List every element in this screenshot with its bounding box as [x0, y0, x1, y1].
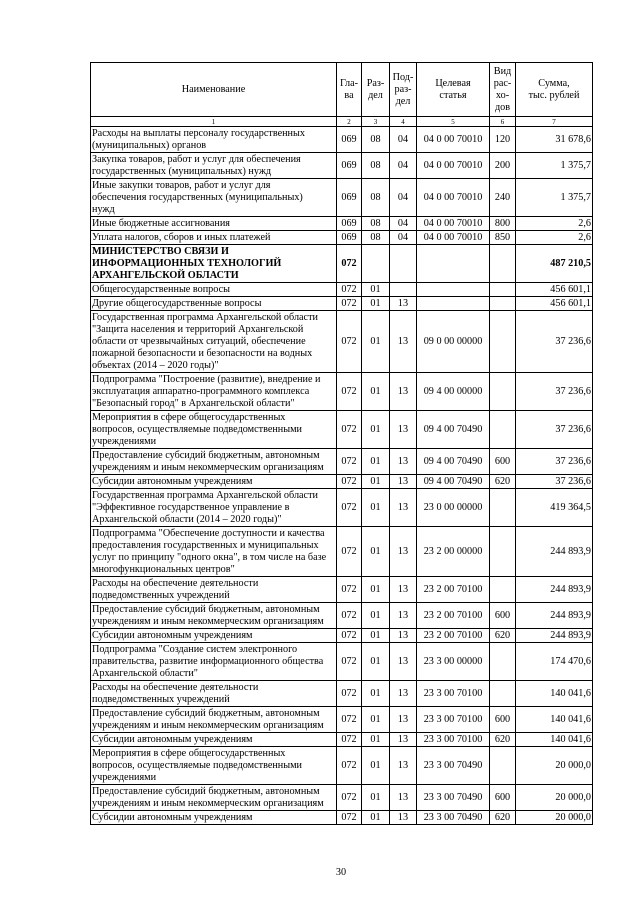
cell-subsection: 13	[390, 629, 417, 643]
cell-amount: 140 041,6	[516, 707, 593, 733]
header-amount-line: тыс. рублей	[528, 89, 580, 101]
cell-expense-type	[490, 245, 516, 283]
cell-name-line: объектах (2014 – 2020 годы)"	[92, 359, 219, 371]
cell-name	[91, 283, 337, 297]
cell-amount: 244 893,9	[516, 629, 593, 643]
header-section-line: дел	[368, 89, 383, 101]
cell-chapter: 069	[337, 153, 362, 179]
column-number: 4	[390, 117, 417, 127]
cell-expense-type	[490, 527, 516, 577]
cell-expense-type	[490, 747, 516, 785]
cell-name	[91, 527, 337, 577]
cell-subsection: 13	[390, 475, 417, 489]
table-row	[91, 373, 593, 411]
cell-name-line: Подпрограмма "Создание систем электронного	[92, 643, 298, 655]
cell-name-line: области от чрезвычайных ситуаций, обеспечение	[92, 335, 306, 347]
cell-target-article: 09 4 00 00000	[417, 373, 490, 411]
cell-chapter: 072	[337, 245, 362, 283]
cell-section: 01	[362, 283, 390, 297]
cell-name-line: нужд	[92, 203, 115, 215]
cell-name-line: Предоставление субсидий бюджетным, автономным	[92, 449, 320, 461]
cell-section: 01	[362, 411, 390, 449]
cell-chapter: 072	[337, 475, 362, 489]
table-row	[91, 127, 593, 153]
cell-expense-type: 120	[490, 127, 516, 153]
cell-amount: 20 000,0	[516, 811, 593, 825]
column-number: 3	[362, 117, 390, 127]
cell-chapter: 072	[337, 747, 362, 785]
cell-name	[91, 681, 337, 707]
table-row	[91, 283, 593, 297]
cell-subsection: 13	[390, 811, 417, 825]
table-row	[91, 643, 593, 681]
cell-name-line: учреждениям и иным некоммерческим организациям	[92, 797, 324, 809]
header-expense-type-line: дов	[494, 101, 511, 113]
cell-name	[91, 311, 337, 373]
cell-expense-type: 600	[490, 603, 516, 629]
cell-name-line: пожарной безопасности и безопасности на водных	[92, 347, 313, 359]
cell-chapter: 072	[337, 411, 362, 449]
cell-name	[91, 577, 337, 603]
cell-section: 01	[362, 643, 390, 681]
cell-section: 01	[362, 527, 390, 577]
cell-section: 01	[362, 811, 390, 825]
column-number: 2	[337, 117, 362, 127]
cell-name-line: Уплата налогов, сборов и иных платежей	[92, 231, 271, 243]
cell-expense-type	[490, 311, 516, 373]
cell-name-line: подведомственных учреждений	[92, 589, 230, 601]
cell-target-article: 04 0 00 70010	[417, 127, 490, 153]
cell-name	[91, 297, 337, 311]
cell-name-line: Субсидии автономным учреждениям	[92, 475, 253, 487]
cell-name-line: Государственная программа Архангельской области	[92, 311, 318, 323]
cell-target-article: 04 0 00 70010	[417, 179, 490, 217]
cell-name-line: Мероприятия в сфере общегосударственных	[92, 747, 286, 759]
table-row	[91, 747, 593, 785]
cell-subsection: 13	[390, 643, 417, 681]
table-row	[91, 733, 593, 747]
cell-expense-type: 620	[490, 733, 516, 747]
cell-target-article	[417, 297, 490, 311]
cell-subsection: 13	[390, 311, 417, 373]
cell-name-line: "Защита населения и территорий Архангельской	[92, 323, 304, 335]
cell-section: 01	[362, 373, 390, 411]
cell-name-line: Расходы на обеспечение деятельности	[92, 577, 259, 589]
cell-name-line: Мероприятия в сфере общегосударственных	[92, 411, 286, 423]
table-row	[91, 707, 593, 733]
cell-chapter: 069	[337, 217, 362, 231]
cell-target-article: 09 4 00 70490	[417, 449, 490, 475]
cell-name-line: учреждениями	[92, 435, 157, 447]
cell-section: 01	[362, 449, 390, 475]
cell-chapter: 072	[337, 449, 362, 475]
cell-name	[91, 707, 337, 733]
cell-chapter: 069	[337, 179, 362, 217]
cell-amount: 31 678,6	[516, 127, 593, 153]
cell-expense-type	[490, 283, 516, 297]
cell-name-line: учреждениям и иным некоммерческим организациям	[92, 461, 324, 473]
cell-amount: 37 236,6	[516, 311, 593, 373]
cell-expense-type	[490, 373, 516, 411]
header-section-line: Раз-	[366, 77, 385, 89]
cell-target-article: 23 2 00 00000	[417, 527, 490, 577]
cell-chapter: 072	[337, 629, 362, 643]
header-subsection-line: раз-	[394, 83, 412, 95]
cell-subsection: 13	[390, 489, 417, 527]
table-row	[91, 527, 593, 577]
cell-name-line: МИНИСТЕРСТВО СВЯЗИ И	[92, 245, 229, 257]
cell-name-line: Государственная программа Архангельской области	[92, 489, 318, 501]
column-number: 1	[91, 117, 337, 127]
cell-target-article	[417, 283, 490, 297]
cell-target-article: 09 0 00 00000	[417, 311, 490, 373]
cell-name-line: многофункциональных центров"	[92, 563, 235, 575]
cell-chapter: 072	[337, 811, 362, 825]
cell-amount: 244 893,9	[516, 577, 593, 603]
cell-target-article: 04 0 00 70010	[417, 153, 490, 179]
cell-amount: 244 893,9	[516, 527, 593, 577]
cell-section: 01	[362, 733, 390, 747]
cell-chapter: 072	[337, 577, 362, 603]
header-expense-type-line: Вид	[493, 65, 512, 77]
column-number-row	[91, 117, 593, 127]
cell-expense-type: 240	[490, 179, 516, 217]
cell-section: 08	[362, 231, 390, 245]
cell-name	[91, 475, 337, 489]
table-row	[91, 179, 593, 217]
cell-name	[91, 603, 337, 629]
cell-subsection: 13	[390, 785, 417, 811]
cell-section: 01	[362, 785, 390, 811]
table-row	[91, 297, 593, 311]
header-target-article-line: Целевая	[435, 77, 471, 89]
cell-expense-type: 600	[490, 785, 516, 811]
cell-section: 01	[362, 681, 390, 707]
header-chapter	[337, 63, 362, 117]
cell-chapter: 072	[337, 489, 362, 527]
cell-amount: 419 364,5	[516, 489, 593, 527]
cell-amount: 140 041,6	[516, 733, 593, 747]
cell-name-line: Другие общегосударственные вопросы	[92, 297, 262, 309]
cell-target-article: 23 3 00 00000	[417, 643, 490, 681]
table-row	[91, 811, 593, 825]
header-name	[91, 63, 337, 117]
cell-subsection: 13	[390, 297, 417, 311]
cell-target-article	[417, 245, 490, 283]
cell-section: 08	[362, 127, 390, 153]
cell-name	[91, 373, 337, 411]
cell-section: 01	[362, 747, 390, 785]
cell-chapter: 072	[337, 707, 362, 733]
cell-name-line: Архангельской области"	[92, 667, 198, 679]
cell-chapter: 072	[337, 785, 362, 811]
header-target-article-line: статья	[439, 89, 467, 101]
cell-section: 01	[362, 311, 390, 373]
cell-amount: 456 601,1	[516, 283, 593, 297]
cell-expense-type: 600	[490, 707, 516, 733]
cell-name-line: Субсидии автономным учреждениям	[92, 629, 253, 641]
cell-subsection: 13	[390, 411, 417, 449]
cell-name	[91, 217, 337, 231]
cell-name-line: учреждениям и иным некоммерческим организациям	[92, 719, 324, 731]
cell-name-line: Расходы на выплаты персоналу государственных	[92, 127, 305, 139]
cell-chapter: 072	[337, 527, 362, 577]
table-row	[91, 603, 593, 629]
cell-name	[91, 785, 337, 811]
header-chapter-line: Гла-	[339, 77, 359, 89]
cell-section: 01	[362, 489, 390, 527]
cell-name-line: АРХАНГЕЛЬСКОЙ ОБЛАСТИ	[92, 269, 239, 281]
cell-subsection: 13	[390, 527, 417, 577]
cell-name	[91, 449, 337, 475]
cell-subsection: 13	[390, 449, 417, 475]
cell-subsection: 13	[390, 373, 417, 411]
cell-target-article: 23 3 00 70490	[417, 785, 490, 811]
cell-amount: 37 236,6	[516, 449, 593, 475]
header-amount	[516, 63, 593, 117]
cell-amount: 37 236,6	[516, 475, 593, 489]
cell-name-line: Предоставление субсидий бюджетным, автономным	[92, 707, 320, 719]
cell-amount: 20 000,0	[516, 747, 593, 785]
table-header	[91, 63, 593, 127]
header-name-line: Наименование	[181, 83, 246, 95]
table-body	[91, 127, 593, 825]
cell-chapter: 072	[337, 681, 362, 707]
cell-expense-type: 620	[490, 811, 516, 825]
cell-name	[91, 231, 337, 245]
cell-name	[91, 153, 337, 179]
table-row	[91, 629, 593, 643]
cell-name-line: эксплуатация аппаратно-программного комплекса	[92, 385, 310, 397]
cell-name-line: Предоставление субсидий бюджетным, автономным	[92, 785, 320, 797]
cell-name-line: "Эффективное государственное управление в	[92, 501, 290, 513]
cell-section: 01	[362, 297, 390, 311]
header-subsection	[390, 63, 417, 117]
cell-name-line: Расходы на обеспечение деятельности	[92, 681, 259, 693]
cell-name-line: подведомственных учреждений	[92, 693, 230, 705]
header-subsection-line: дел	[395, 95, 411, 107]
cell-expense-type: 200	[490, 153, 516, 179]
header-amount-line: Сумма,	[538, 77, 570, 89]
cell-section	[362, 245, 390, 283]
cell-expense-type: 620	[490, 629, 516, 643]
cell-expense-type: 850	[490, 231, 516, 245]
cell-target-article: 23 0 00 00000	[417, 489, 490, 527]
table-row	[91, 449, 593, 475]
cell-subsection: 13	[390, 603, 417, 629]
cell-expense-type	[490, 489, 516, 527]
cell-chapter: 069	[337, 127, 362, 153]
cell-name-line: учреждениями	[92, 771, 157, 783]
header-section	[362, 63, 390, 117]
cell-name	[91, 411, 337, 449]
cell-name-line: Иные бюджетные ассигнования	[92, 217, 230, 229]
cell-name	[91, 127, 337, 153]
cell-chapter: 072	[337, 733, 362, 747]
cell-section: 01	[362, 629, 390, 643]
cell-name	[91, 811, 337, 825]
cell-target-article: 04 0 00 70010	[417, 217, 490, 231]
cell-name-line: государственных (муниципальных) нужд	[92, 165, 272, 177]
cell-expense-type	[490, 577, 516, 603]
cell-amount: 37 236,6	[516, 411, 593, 449]
cell-section: 08	[362, 179, 390, 217]
cell-subsection: 13	[390, 577, 417, 603]
cell-name-line: услуг по принципу "одного окна", в том числе на базе	[92, 551, 327, 563]
cell-amount: 1 375,7	[516, 153, 593, 179]
cell-expense-type	[490, 681, 516, 707]
cell-expense-type: 600	[490, 449, 516, 475]
cell-chapter: 072	[337, 283, 362, 297]
cell-target-article: 04 0 00 70010	[417, 231, 490, 245]
cell-section: 01	[362, 603, 390, 629]
cell-name	[91, 629, 337, 643]
cell-name-line: Закупка товаров, работ и услуг для обеспечения	[92, 153, 301, 165]
cell-amount: 37 236,6	[516, 373, 593, 411]
cell-name	[91, 733, 337, 747]
column-number: 7	[516, 117, 593, 127]
page-number: 30	[335, 867, 347, 878]
cell-subsection: 13	[390, 707, 417, 733]
cell-chapter: 072	[337, 373, 362, 411]
cell-name-line: Подпрограмма "Построение (развитие), внедрение и	[92, 373, 321, 385]
cell-name-line: Иные закупки товаров, работ и услуг для	[92, 179, 271, 191]
cell-name-line: Архангельской области (2014 – 2020 годы)"	[92, 513, 282, 525]
table-row	[91, 311, 593, 373]
cell-subsection: 13	[390, 681, 417, 707]
table-row	[91, 231, 593, 245]
header-target-article	[417, 63, 490, 117]
cell-expense-type	[490, 411, 516, 449]
cell-chapter: 072	[337, 603, 362, 629]
cell-name-line: Предоставление субсидий бюджетным, автономным	[92, 603, 320, 615]
cell-expense-type	[490, 643, 516, 681]
cell-subsection	[390, 283, 417, 297]
cell-amount: 244 893,9	[516, 603, 593, 629]
cell-subsection: 04	[390, 231, 417, 245]
cell-name-line: обеспечения государственных (муниципальных)	[92, 191, 303, 203]
cell-expense-type: 800	[490, 217, 516, 231]
cell-target-article: 09 4 00 70490	[417, 411, 490, 449]
cell-target-article: 23 3 00 70100	[417, 681, 490, 707]
cell-target-article: 23 2 00 70100	[417, 577, 490, 603]
table-row	[91, 475, 593, 489]
cell-name-line: Подпрограмма "Обеспечение доступности и качества	[92, 527, 325, 539]
cell-name	[91, 245, 337, 283]
cell-section: 01	[362, 475, 390, 489]
cell-target-article: 23 2 00 70100	[417, 629, 490, 643]
cell-name-line: Субсидии автономным учреждениям	[92, 733, 253, 745]
cell-subsection: 13	[390, 747, 417, 785]
cell-name-line: правительства, развитие информационного общества	[92, 655, 324, 667]
cell-name	[91, 747, 337, 785]
header-expense-type-line: рас-	[493, 77, 512, 89]
column-number: 5	[417, 117, 490, 127]
header-subsection-line: Под-	[392, 71, 414, 83]
budget-table	[90, 62, 593, 825]
table-row	[91, 577, 593, 603]
cell-name-line: предоставления государственных и муниципальных	[92, 539, 319, 551]
cell-name-line: "Безопасный город" в Архангельской области"	[92, 397, 295, 409]
cell-name-line: вопросов, осуществляемые подведомственными	[92, 759, 302, 771]
cell-target-article: 23 3 00 70100	[417, 707, 490, 733]
header-chapter-line: ва	[344, 89, 354, 101]
cell-target-article: 23 3 00 70490	[417, 811, 490, 825]
cell-name	[91, 179, 337, 217]
cell-name-line: Субсидии автономным учреждениям	[92, 811, 253, 823]
cell-chapter: 069	[337, 231, 362, 245]
cell-section: 08	[362, 217, 390, 231]
table-row	[91, 245, 593, 283]
cell-subsection: 04	[390, 153, 417, 179]
cell-amount: 487 210,5	[516, 245, 593, 283]
cell-amount: 140 041,6	[516, 681, 593, 707]
cell-chapter: 072	[337, 643, 362, 681]
cell-name-line: Общегосударственные вопросы	[92, 283, 230, 295]
cell-name	[91, 643, 337, 681]
cell-target-article: 23 3 00 70490	[417, 747, 490, 785]
cell-name-line: (муниципальных) органов	[92, 139, 207, 151]
cell-chapter: 072	[337, 297, 362, 311]
table-row	[91, 217, 593, 231]
table-row	[91, 489, 593, 527]
cell-amount: 456 601,1	[516, 297, 593, 311]
cell-amount: 20 000,0	[516, 785, 593, 811]
cell-amount: 174 470,6	[516, 643, 593, 681]
cell-subsection: 04	[390, 127, 417, 153]
cell-amount: 1 375,7	[516, 179, 593, 217]
cell-amount: 2,6	[516, 217, 593, 231]
table-row	[91, 785, 593, 811]
cell-expense-type: 620	[490, 475, 516, 489]
cell-section: 01	[362, 707, 390, 733]
header-row	[91, 63, 593, 117]
cell-name	[91, 489, 337, 527]
cell-target-article: 23 2 00 70100	[417, 603, 490, 629]
cell-subsection	[390, 245, 417, 283]
cell-name-line: ИНФОРМАЦИОННЫХ ТЕХНОЛОГИЙ	[92, 257, 282, 269]
cell-amount: 2,6	[516, 231, 593, 245]
cell-section: 08	[362, 153, 390, 179]
cell-chapter: 072	[337, 311, 362, 373]
cell-subsection: 04	[390, 179, 417, 217]
column-number: 6	[490, 117, 516, 127]
cell-expense-type	[490, 297, 516, 311]
table-row	[91, 411, 593, 449]
cell-section: 01	[362, 577, 390, 603]
cell-target-article: 09 4 00 70490	[417, 475, 490, 489]
cell-target-article: 23 3 00 70100	[417, 733, 490, 747]
header-expense-type	[490, 63, 516, 117]
table-row	[91, 681, 593, 707]
table-row	[91, 153, 593, 179]
cell-name-line: вопросов, осуществляемые подведомственными	[92, 423, 302, 435]
cell-name-line: учреждениям и иным некоммерческим организациям	[92, 615, 324, 627]
cell-subsection: 13	[390, 733, 417, 747]
header-expense-type-line: хо-	[495, 89, 510, 101]
cell-subsection: 04	[390, 217, 417, 231]
